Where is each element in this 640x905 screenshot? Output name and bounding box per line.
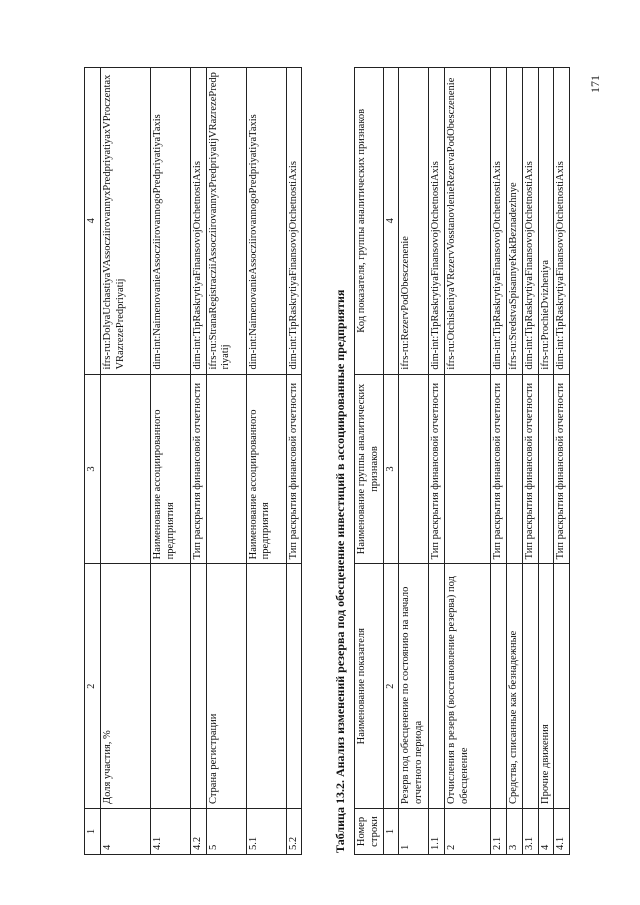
- row-number: 2: [445, 809, 491, 855]
- group-name: Тип раскрытия финансовой отчетности: [190, 374, 206, 564]
- column-header: Код показателя, группы аналитических признаков: [355, 68, 384, 375]
- group-name: [399, 374, 429, 564]
- indicator-name: Прочие движения: [538, 564, 554, 809]
- row-number: 4.1: [150, 809, 190, 855]
- indicator-code: dim-int:TipRaskrytiyaFinansovojOtchetnostiAxis: [554, 68, 570, 375]
- table-row: [399, 68, 429, 855]
- indicator-code: dim-int:TipRaskrytiyaFinansovojOtchetnostiAxis: [429, 68, 445, 375]
- table-row: [286, 68, 302, 855]
- indicator-name: [150, 564, 190, 809]
- table-column-numbers: [383, 68, 399, 855]
- header-cell: 2: [383, 564, 399, 809]
- group-name: Тип раскрытия финансовой отчетности: [429, 374, 445, 564]
- table-row: [554, 68, 570, 855]
- table-row: [506, 68, 522, 855]
- indicator-name: [522, 564, 538, 809]
- indicator-name: [554, 564, 570, 809]
- indicator-name: [491, 564, 507, 809]
- indicator-name: Отчисления в резерв (восстановление резерва) под обесценение: [445, 564, 491, 809]
- column-header: Наименование показателя: [355, 564, 384, 809]
- indicator-code: dim-int:TipRaskrytiyaFinansovojOtchetnostiAxis: [522, 68, 538, 375]
- indicator-name: Резерв под обесценение по состоянию на начало отчетного периода: [399, 564, 429, 809]
- indicator-name: [429, 564, 445, 809]
- group-name: Тип раскрытия финансовой отчетности: [491, 374, 507, 564]
- row-number: 3.1: [522, 809, 538, 855]
- table-caption: Таблица 13.2. Анализ изменений резерва под обесценение инвестиций в ассоциированные предприятия: [333, 289, 347, 853]
- row-number: 1: [399, 809, 429, 855]
- indicator-code: ifrs-ru:SredstvaSpisannyeKakBeznadezhnye: [506, 68, 522, 375]
- group-name: [538, 374, 554, 564]
- indicator-code: dim-int:NaimenovanieAssocziirovannogoPredpriyatiyaTaxis: [246, 68, 286, 375]
- row-number: 2.1: [491, 809, 507, 855]
- table-row: [206, 68, 246, 855]
- group-name: Тип раскрытия финансовой отчетности: [522, 374, 538, 564]
- indicator-code: dim-int:NaimenovanieAssocziirovannogoPredpriyatiyaTaxis: [150, 68, 190, 375]
- table-row: [190, 68, 206, 855]
- group-name: Тип раскрытия финансовой отчетности: [554, 374, 570, 564]
- row-number: 5: [206, 809, 246, 855]
- indicator-code: ifrs-ru:OtchisleniyaVRezervVosstanovlenieRezervaPodObesczenenie: [445, 68, 491, 375]
- row-number: 5.1: [246, 809, 286, 855]
- group-name: [206, 374, 246, 564]
- indicator-code: ifrs-ru:StranaRegistracziiAssocziirovannyxPredpriyatijVRazrezePredpriyatij: [206, 68, 246, 375]
- page-number: 171: [588, 75, 602, 93]
- table-row: [491, 68, 507, 855]
- row-number: 1.1: [429, 809, 445, 855]
- row-number: 4: [538, 809, 554, 855]
- header-cell: 3: [85, 374, 101, 564]
- header-cell: 4: [383, 68, 399, 375]
- indicator-name: Доля участия, %: [100, 564, 150, 809]
- row-number: 4.2: [190, 809, 206, 855]
- row-number: 5.2: [286, 809, 302, 855]
- indicator-name: Страна регистрации: [206, 564, 246, 809]
- group-name: [445, 374, 491, 564]
- indicator-name: [246, 564, 286, 809]
- group-name: Наименование ассоциированного предприятия: [246, 374, 286, 564]
- indicator-name: [286, 564, 302, 809]
- table-row: [246, 68, 286, 855]
- group-name: Наименование ассоциированного предприятия: [150, 374, 190, 564]
- table-row: [445, 68, 491, 855]
- group-name: Тип раскрытия финансовой отчетности: [286, 374, 302, 564]
- column-header: Наименование группы аналитических признаков: [355, 374, 384, 564]
- table-row: [522, 68, 538, 855]
- table-header-row: [355, 68, 384, 855]
- column-header: Номер строки: [355, 809, 384, 855]
- header-cell: 3: [383, 374, 399, 564]
- group-name: [506, 374, 522, 564]
- row-number: 4: [100, 809, 150, 855]
- row-number: 4.1: [554, 809, 570, 855]
- header-cell: 4: [85, 68, 101, 375]
- row-number: 3: [506, 809, 522, 855]
- indicator-code: dim-int:TipRaskrytiyaFinansovojOtchetnostiAxis: [286, 68, 302, 375]
- indicator-name: Средства, списанные как безнадежные: [506, 564, 522, 809]
- table-row: [538, 68, 554, 855]
- indicator-code: dim-int:TipRaskrytiyaFinansovojOtchetnostiAxis: [190, 68, 206, 375]
- indicator-code: ifrs-ru:ProchieDvizheniya: [538, 68, 554, 375]
- table-row: [100, 68, 150, 855]
- indicator-code: dim-int:TipRaskrytiyaFinansovojOtchetnostiAxis: [491, 68, 507, 375]
- table-row: [150, 68, 190, 855]
- indicator-name: [190, 564, 206, 809]
- table-column-numbers: [85, 68, 101, 855]
- header-cell: 1: [383, 809, 399, 855]
- group-name: [100, 374, 150, 564]
- indicator-code: ifrs-ru:RezervPodObesczenenie: [399, 68, 429, 375]
- impairment-reserve-table: [354, 67, 570, 855]
- header-cell: 1: [85, 809, 101, 855]
- table-continued: [84, 67, 302, 855]
- table-row: [429, 68, 445, 855]
- header-cell: 2: [85, 564, 101, 809]
- indicator-code: ifrs-ru:DolyaUchastiyaVAssocziirovannyxPredpriyatiyaxVProczentaxVRazrezePredpriyatij: [100, 68, 150, 375]
